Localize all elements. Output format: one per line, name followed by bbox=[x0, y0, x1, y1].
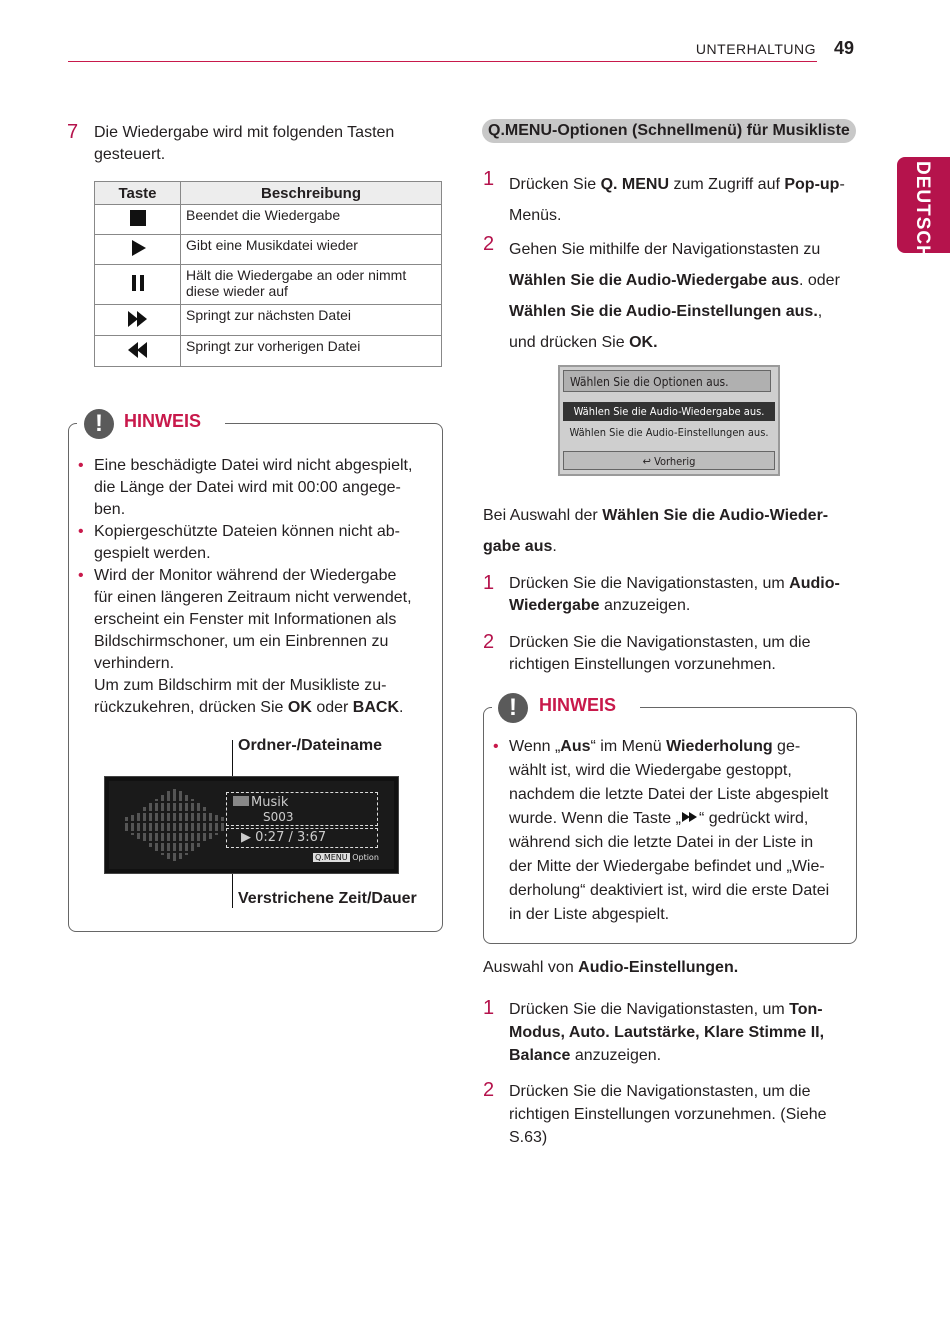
text-line: ben. bbox=[94, 501, 126, 518]
step-number: 1 bbox=[483, 168, 495, 190]
warning-icon: ! bbox=[498, 693, 528, 723]
menu-item-audio-playback[interactable]: Wählen Sie die Audio-Wiedergabe aus. bbox=[563, 402, 775, 421]
table-cell: Springt zur nächsten Datei bbox=[181, 305, 442, 336]
folder-name-callout: Ordner-/Dateiname bbox=[238, 737, 383, 754]
play-icon bbox=[95, 235, 181, 265]
menu-item-audio-settings[interactable]: Wählen Sie die Audio-Einstellungen aus. bbox=[569, 426, 769, 439]
step-text: Drücken Sie die Navigationstasten, um Audio- Wiedergabe anzuzeigen. bbox=[509, 575, 840, 614]
text-line: • Eine beschädigte Datei wird nicht abgespielt, bbox=[94, 457, 413, 474]
music-player-screen bbox=[104, 776, 399, 874]
options-menu-screen bbox=[558, 365, 780, 476]
text-line: verhindern. bbox=[94, 655, 175, 672]
text-line: für einen längeren Zeitraum nicht verwendet, bbox=[94, 589, 412, 606]
step-text: Drücken Sie die Navigationstasten, um die richtigen Einstellungen vorzunehmen. (Siehe S.63) bbox=[509, 1083, 827, 1146]
previous-icon bbox=[95, 336, 181, 367]
next-icon bbox=[681, 811, 699, 823]
table-row bbox=[95, 205, 442, 235]
text-line: • Kopiergeschützte Dateien können nicht ab- bbox=[94, 523, 400, 540]
step-text: Gehen Sie mithilfe der Navigationstasten zu Wählen Sie die Audio-Wiedergabe aus. oder Wählen Sie die Audio-Einstellungen aus., und drücken Sie OK. bbox=[509, 241, 840, 351]
paragraph: Auswahl von Audio-Einstellungen. bbox=[483, 959, 739, 976]
back-icon: ↩ bbox=[642, 455, 651, 468]
paragraph: Bei Auswahl der Wählen Sie die Audio-Wieder- gabe aus. bbox=[483, 507, 829, 555]
table-row bbox=[95, 235, 442, 265]
table-row bbox=[95, 305, 442, 336]
step-number: 1 bbox=[483, 572, 495, 594]
step-text: Drücken Sie die Navigationstasten, um die richtigen Einstellungen vorzunehmen. bbox=[509, 634, 811, 673]
play-icon: ▶ bbox=[241, 830, 251, 845]
text-line: Bildschirmschoner, um ein Einbrennen zu bbox=[94, 633, 389, 650]
running-header: UNTERHALTUNG bbox=[695, 41, 816, 57]
text-line: Um zum Bildschirm mit der Musikliste zu- bbox=[94, 677, 387, 694]
text-line: Die Wiedergabe wird mit folgenden Tasten bbox=[94, 124, 395, 141]
music-folder-icon bbox=[233, 796, 249, 806]
step-number: 2 bbox=[483, 631, 495, 653]
step-text bbox=[94, 122, 394, 166]
table-cell: Gibt eine Musikdatei wieder bbox=[181, 235, 442, 265]
note-heading: HINWEIS bbox=[529, 695, 626, 716]
menu-title: Wählen Sie die Optionen aus. bbox=[563, 370, 771, 392]
step-number: 7 bbox=[67, 121, 79, 143]
list-item bbox=[78, 521, 433, 565]
note-list bbox=[493, 735, 848, 927]
list-item bbox=[78, 565, 433, 719]
page-number: 49 bbox=[834, 38, 855, 58]
folder-label: Musik bbox=[233, 795, 288, 810]
table-cell: Beendet die Wiedergabe bbox=[181, 205, 442, 235]
back-button[interactable]: ↩ Vorherig bbox=[563, 451, 775, 470]
file-label: S003 bbox=[263, 810, 294, 824]
stop-icon bbox=[95, 205, 181, 235]
pause-icon bbox=[95, 265, 181, 305]
text-line: die Länge der Datei wird mit 00:00 angege- bbox=[94, 479, 401, 496]
column-header: Taste bbox=[95, 182, 181, 205]
list-item bbox=[78, 455, 433, 521]
table-cell: Springt zur vorherigen Datei bbox=[181, 336, 442, 367]
key-table bbox=[94, 181, 442, 367]
qmenu-key: Q.MENU bbox=[315, 853, 348, 862]
section-heading: Q.MENU-Optionen (Schnellmenü) für Musikliste bbox=[482, 119, 856, 143]
text-line: • Wird der Monitor während der Wiedergabe bbox=[94, 567, 397, 584]
time-label: ▶ 0:27 / 3:67 bbox=[241, 830, 327, 845]
text-line: gespielt werden. bbox=[94, 545, 211, 562]
column-header: Beschreibung bbox=[181, 182, 442, 205]
note-heading: HINWEIS bbox=[114, 411, 211, 432]
text-line: erscheint ein Fenster mit Informationen als bbox=[94, 611, 397, 628]
warning-icon: ! bbox=[84, 409, 114, 439]
step-text: Drücken Sie die Navigationstasten, um Ton- Modus, Auto. Lautstärke, Klare Stimme II, Balance anzuzeigen. bbox=[509, 1001, 825, 1064]
table-cell: Hält die Wiedergabe an oder nimmt diese wieder auf bbox=[181, 265, 442, 305]
step-number: 1 bbox=[483, 997, 495, 1019]
language-tab bbox=[897, 157, 950, 260]
language-tab-label: DEUTSCH bbox=[912, 161, 933, 260]
header-divider bbox=[68, 61, 817, 62]
text-line: rückzukehren, drücken Sie OK oder BACK. bbox=[94, 699, 404, 716]
table-header bbox=[95, 182, 442, 205]
note-list bbox=[78, 455, 433, 719]
next-icon bbox=[95, 305, 181, 336]
table-row bbox=[95, 265, 442, 305]
step-number: 2 bbox=[483, 1079, 495, 1101]
elapsed-time-callout: Verstrichene Zeit/Dauer bbox=[238, 890, 417, 907]
option-hint: Q.MENU Option bbox=[315, 853, 379, 862]
list-item: • Wenn „Aus“ im Menü Wiederholung ge- wählt ist, wird die Wiedergabe gestoppt, nachdem die letzte Datei der Liste abgespielt wurde. Wenn die Taste „ “ gedrückt wird, während sich die letzte Datei in der Liste in der Mitte der Wiedergabe befindet und „Wie- derholung“ deaktiviert ist, wird die erste Datei in der Liste abgespielt. bbox=[493, 735, 848, 927]
step-text: Drücken Sie Q. MENU zum Zugriff auf Pop-up- Menüs. bbox=[509, 176, 845, 224]
table-row bbox=[95, 336, 442, 367]
step-number: 2 bbox=[483, 233, 495, 255]
text-line: gesteuert. bbox=[94, 146, 166, 163]
